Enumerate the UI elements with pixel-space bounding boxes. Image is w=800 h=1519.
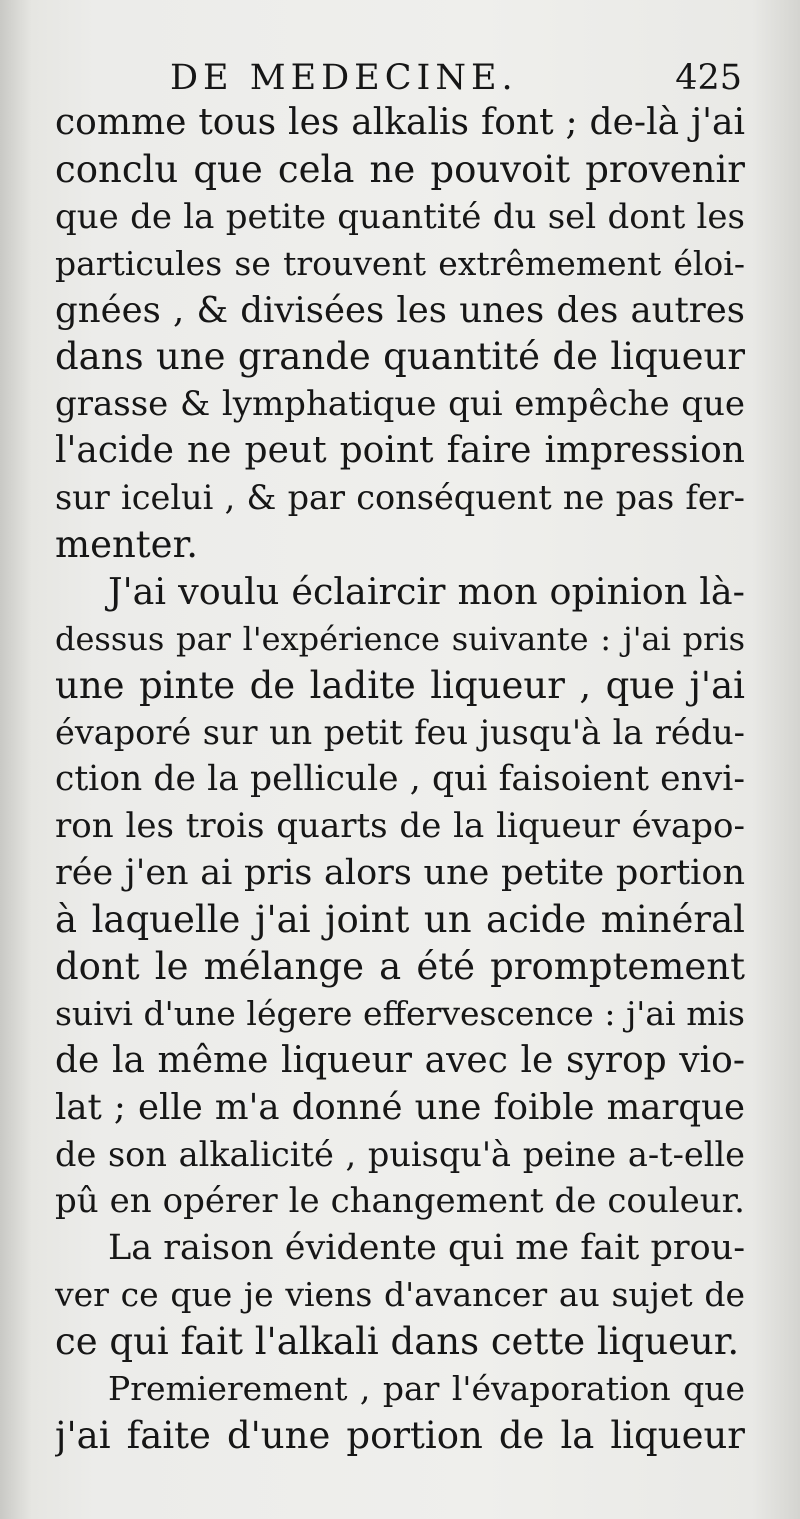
text-line: sur icelui , & par conséquent ne pas fer- [55,478,745,518]
text-line-paragraph-end: ce qui fait l'alkali dans cette liqueur. [55,1320,740,1364]
text-line: ction de la pellicule , qui faisoient envi- [55,759,745,800]
text-line-paragraph-start: J'ai voulu éclaircir mon opinion là- [108,569,745,613]
text-line: de la même liqueur avec le syrop vio- [55,1039,745,1081]
text-line: dans une grande quantité de liqueur [55,335,745,379]
text-line: évaporé sur un petit feu jusqu'à la rédu- [55,712,745,752]
text-line: une pinte de ladite liqueur , que j'ai [55,663,745,707]
text-line: rée j'en ai pris alors une petite portion [55,853,745,894]
text-line-paragraph-end: menter. [55,523,198,567]
text-line: à laquelle j'ai joint un acide minéral [55,898,745,942]
running-title: DE MEDECINE. [170,58,518,98]
page-number: 425 [675,58,742,98]
text-line: gnées , & divisées les unes des autres [55,289,745,331]
text-line-paragraph-start: La raison évidente qui me fait prou- [108,1228,745,1269]
text-line: l'acide ne peut point faire impression [55,430,745,472]
text-line-paragraph-end: pû en opérer le changement de couleur. [55,1181,745,1222]
text-line: dessus par l'expérience suivante : j'ai pris [55,619,745,658]
text-line: grasse & lymphatique qui empêche que [55,384,745,425]
text-line: dont le mélange a été promptement [55,945,745,989]
text-line: ver ce que je viens d'avancer au sujet de [55,1275,745,1315]
text-line: que de la petite quantité du sel dont les [55,196,745,237]
text-line: j'ai faite d'une portion de la liqueur [55,1413,745,1457]
text-line: lat ; elle m'a donné une foible marque [55,1086,745,1128]
text-line: particules se trouvent extrêmement éloi- [55,243,745,283]
text-line: ron les trois quarts de la liqueur évapo- [55,806,745,847]
text-line: comme tous les alkalis font ; de-là j'ai [55,102,745,143]
body-text [55,100,745,1460]
text-line-paragraph-start: Premierement , par l'évaporation que [108,1369,745,1409]
running-head [60,56,740,100]
text-line: de son alkalicité , puisqu'à peine a-t-elle [55,1134,745,1174]
text-line: suivi d'une légere effervescence : j'ai mis [55,993,745,1033]
text-line: conclu que cela ne pouvoit provenir [55,147,745,191]
